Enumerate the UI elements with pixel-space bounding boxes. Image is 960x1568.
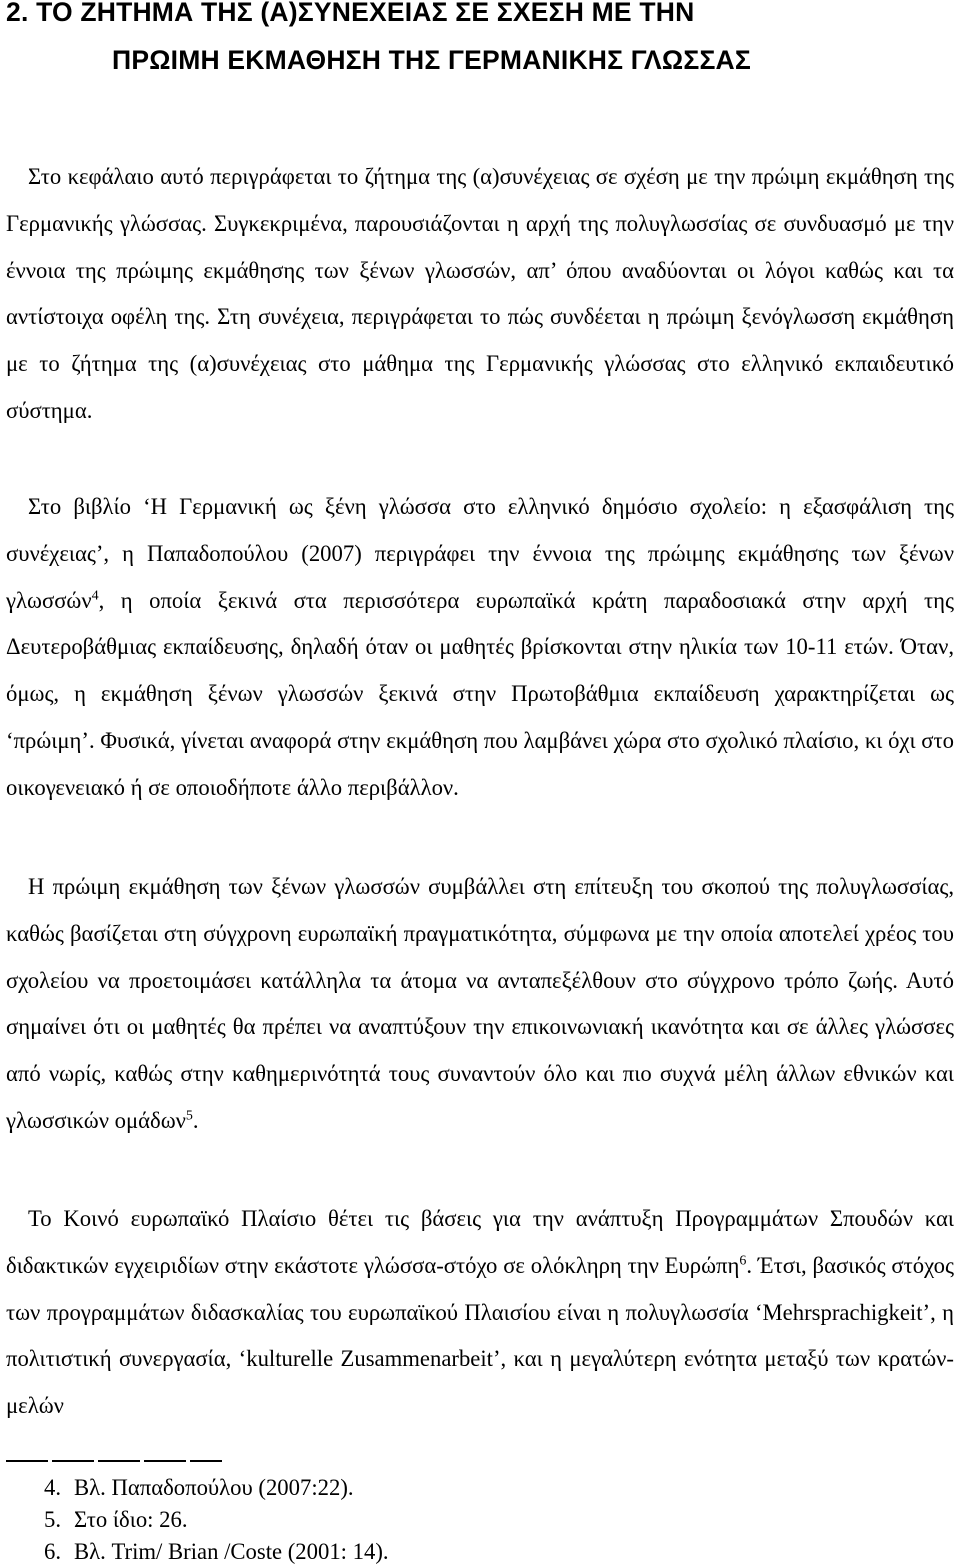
paragraph-2-text-b: , η οποία ξεκινά στα περισσότερα ευρωπαϊκά κράτη παραδοσιακά στην αρχή της Δευτεροβάθμιας εκπαίδευσης, δηλαδή όταν οι μαθητές βρίσκονται στην ηλικία των 10-11 ετών. Όταν, όμως, η εκμάθηση ξένων γλωσσών ξεκινά στην Πρωτοβάθμια εκπαίδευση χαρακτηρίζεται ως ‘πρώιμη’. Φυσικά, γίνεται αναφορά στην εκμάθηση που λαμβάνει χώρα στο σχολικό πλαίσιο, κι όχι στο οικογενειακό ή σε οποιοδήποτε άλλο περιβάλλον. xyxy=(6,587,954,800)
footnote-number: 4. xyxy=(44,1475,62,1500)
footnote-number: 5. xyxy=(44,1507,62,1532)
footnote-text: Βλ. Trim/ Brian /Coste (2001: 14). xyxy=(74,1539,389,1564)
section-heading xyxy=(6,0,954,84)
paragraph-3 xyxy=(6,864,954,1145)
paragraph-4 xyxy=(6,1196,954,1430)
paragraph-1: Στο κεφάλαιο αυτό περιγράφεται το ζήτημα της (α)συνέχειας σε σχέση με την πρώιμη εκμάθηση της Γερμανικής γλώσσας. Συγκεκριμένα, παρουσιάζονται η αρχή της πολυγλωσσίας σε συνδυασμό με την έννοια της πρώιμης εκμάθησης των ξένων γλωσσών, απ’ όπου αναδύονται οι λόγοι καθώς και τα αντίστοιχα οφέλη της. Στη συνέχεια, περιγράφεται το πώς συνδέεται η πρώιμη ξενόγλωσση εκμάθηση με το ζήτημα της (α)συνέχειας στο μάθημα της Γερμανικής γλώσσας στο ελληνικό εκπαιδευτικό σύστημα. xyxy=(6,164,954,423)
section-heading-line-2: ΠΡΩΙΜΗ ΕΚΜΑΘΗΣΗ ΤΗΣ ΓΕΡΜΑΝΙΚΗΣ ΓΛΩΣΣΑΣ xyxy=(112,45,751,75)
paragraph-2 xyxy=(6,484,954,812)
paragraph-4-text-a: Το Κοινό ευρωπαϊκό Πλαίσιο θέτει τις βάσεις για την ανάπτυξη Προγραμμάτων Σπουδών και διδακτικών εγχειριδίων στην εκάστοτε γλώσσα-στόχο σε ολόκληρη την Ευρώπη xyxy=(6,1206,954,1278)
footnote-item xyxy=(44,1472,389,1504)
footnote-separator xyxy=(6,1460,222,1462)
footnote-number: 6. xyxy=(44,1539,62,1564)
footnote-ref-4: 4 xyxy=(91,588,99,604)
paragraph-4-text-b: . Έτσι, βασικός στόχος των προγραμμάτων διδασκαλίας του ευρωπαϊκού Πλαισίου είναι η πολυγλωσσία ‘Mehrsprachigkeit’, η πολιτιστική συνεργασία, ‘kulturelle Zusammenarbeit’, και η μεγαλύτερη ενότητα μεταξύ των κρατών-μελών xyxy=(6,1252,954,1419)
footnote-text: Στο ίδιο: 26. xyxy=(74,1507,188,1532)
footnote-ref-5: 5 xyxy=(185,1108,193,1124)
footnote-ref-6: 6 xyxy=(739,1253,747,1269)
footnote-item xyxy=(44,1536,389,1568)
paragraph-3-text-a: Η πρώιμη εκμάθηση των ξένων γλωσσών συμβάλλει στη επίτευξη του σκοπού της πολυγλωσσίας, καθώς βασίζεται στη σύγχρονη ευρωπαϊκή πραγματικότητα, σύμφωνα με την οποία αποτελεί χρέος του σχολείου να προετοιμάσει κατάλληλα τα άτομα να ανταπεξέλθουν στο σύγχρονο τρόπο ζωής. Αυτό σημαίνει ότι οι μαθητές θα πρέπει να αναπτύξουν την επικοινωνιακή ικανότητα και σε άλλες γλώσσες από νωρίς, καθώς στην καθημερινότητά τους συναντούν όλο και πιο συχνά μέλη άλλων εθνικών και γλωσσικών ομάδων xyxy=(6,874,954,1133)
paragraph-3-text-b: . xyxy=(192,1107,199,1133)
section-heading-line-1: 2. ΤΟ ΖΗΤΗΜΑ ΤΗΣ (Α)ΣΥΝΕΧΕΙΑΣ ΣΕ ΣΧΕΣΗ ΜΕ ΤΗΝ xyxy=(6,0,695,27)
footnote-item xyxy=(44,1504,389,1536)
footnotes-list xyxy=(44,1472,389,1568)
footnote-text: Βλ. Παπαδοπούλου (2007:22). xyxy=(74,1475,354,1500)
document-page xyxy=(6,0,954,1564)
paragraph-2-text-a: Στο βιβλίο ‘Η Γερμανική ως ξένη γλώσσα στο ελληνικό δημόσιο σχολείο: η εξασφάλιση της συνέχειας’, η Παπαδοπούλου (2007) περιγράφει την έννοια της πρώιμης εκμάθησης των ξένων γλωσσών xyxy=(6,494,954,613)
